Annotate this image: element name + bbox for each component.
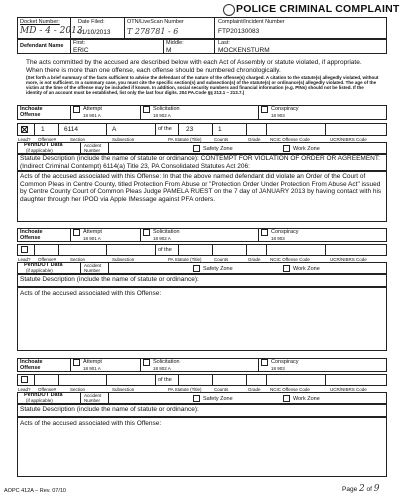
page-number (342, 486, 380, 494)
safety-zone-checkbox[interactable] (193, 145, 200, 152)
date-filed-label: Date Filed: (78, 19, 105, 25)
accident-label: Accident (84, 263, 102, 268)
inchoate-label: Inchoate (20, 229, 43, 235)
solicitation-cite: 18 902 A (153, 366, 171, 371)
solicitation-checkbox[interactable] (143, 229, 150, 236)
complaint-number: FTP20130083 (218, 28, 260, 35)
lead-checkbox[interactable] (21, 376, 28, 383)
offense-label: Offense (20, 112, 41, 118)
offense-col-label: Offense# (38, 257, 57, 262)
page-label: Page (342, 486, 358, 493)
ncic-col-label: NCIC Offense Code (270, 137, 310, 142)
if-applicable-label: (if applicable) (26, 398, 53, 403)
work-zone-label: Work Zone (293, 146, 320, 152)
solicitation-cite: 18 902 A (153, 113, 171, 118)
grade-col-label: Grade (248, 387, 261, 392)
acts-desc-label: Acts of the accused associated with this Offense: (20, 290, 162, 297)
if-applicable-label: (if applicable) (26, 268, 53, 273)
conspiracy-cite: 18 903 (271, 236, 285, 241)
conspiracy-checkbox[interactable] (261, 359, 268, 366)
lead-col-label: Lead? (18, 137, 31, 142)
accident-label: Accident (84, 143, 102, 148)
ncic-col-label: NCIC Offense Code (270, 387, 310, 392)
subsection-value: A (112, 126, 117, 133)
lead-checkbox[interactable] (21, 246, 28, 253)
attempt-label: Attempt (83, 229, 102, 235)
number-label: Number (84, 148, 101, 153)
first-label: First: (73, 40, 86, 46)
complaint-label: Complaint/Incident Number (218, 19, 285, 25)
counts-col-label: Counts (214, 257, 229, 262)
statute-desc-label: Statute Description (include the name of statute or ordinance): (20, 406, 199, 413)
lead-col-label: Lead? (18, 387, 31, 392)
page-total: 9 (373, 484, 380, 494)
inchoate-label: Inchoate (20, 359, 43, 365)
section-col-label: Section (70, 387, 86, 392)
acts-description: Acts of the accused associated with this Offense: In that the above named defendant did violate an Order of the Court of Common Pleas in Centre County, titled Protection From Abuse or "Protection Order Under Protection From Abuse Act" issued by Centre County Court of Common Pleas Judge PAMELA RUEST on the 7 day of JANUARY 2013 by having contact with his daughter through her IPOD via Apple IMessage against PFA orders. (20, 173, 382, 203)
lead-checkbox[interactable] (21, 126, 28, 133)
solicitation-checkbox[interactable] (143, 106, 150, 113)
docket-number: MD - 4 - 2013 (20, 26, 83, 36)
counts-col-label: Counts (214, 387, 229, 392)
otn-number: T 278781 - 6 (127, 27, 179, 36)
conspiracy-cite: 18 903 (271, 113, 285, 118)
subsection-col-label: Subsection (112, 387, 135, 392)
ucr-col-label: UCR/NIBRS Code (330, 387, 367, 392)
number-label: Number (84, 398, 101, 403)
statute-desc-label: Statute Description (include the name of statute or ordinance): (20, 276, 199, 283)
penndot-label: PennDOT Data (24, 262, 63, 268)
offense-col-label: Offense# (38, 387, 57, 392)
safety-zone-label: Safety Zone (203, 396, 233, 402)
instructions-fine-print: (Set forth a brief summary of the facts sufficient to advise the defendant of the nature of the offense(s) charged. A citation to the statute(s) allegedly violated, without more, is not sufficient. In a summary case, you must cite the specific section(s) and subsection(s) of the statute(s) or ordinance(s) allegedly violated. The age of the victim at the time of the offense may be included if known. In addition, social security numbers and financial information (e.g. PINs) should not be listed. If the identity of an account must be established, list only the last four digits. 204 PA.Code §§ 213.1 – 213.7.) (26, 75, 379, 95)
solicitation-label: Solicitation (153, 229, 180, 235)
attempt-checkbox[interactable] (73, 229, 80, 236)
solicitation-cite: 18 902 A (153, 236, 171, 241)
ucr-col-label: UCR/NIBRS Code (330, 137, 367, 142)
pa-statute-col-label: PA Statute (Title) (168, 387, 202, 392)
date-filed: 01/10/2013 (78, 29, 111, 36)
instructions-main: The acts committed by the accused are described below with each Act of Assembly or statute violated, if appropriate. When there is more than one offense, each offense should be numbered chronologically. (26, 59, 362, 74)
statute-description (20, 155, 382, 170)
accident-label: Accident (84, 393, 102, 398)
solicitation-label: Solicitation (153, 106, 180, 112)
lead-col-label: Lead? (18, 257, 31, 262)
penndot-label: PennDOT Data (24, 142, 63, 148)
conspiracy-label: Conspiracy (271, 106, 299, 112)
conspiracy-label: Conspiracy (271, 229, 299, 235)
pa-statute-col-label: PA Statute (Title) (168, 257, 202, 262)
offense-label: Offense (20, 365, 41, 371)
seal-icon (223, 4, 235, 16)
title-value: 23 (186, 126, 194, 133)
section-col-label: Section (70, 137, 86, 142)
safety-zone-checkbox[interactable] (193, 265, 200, 272)
attempt-checkbox[interactable] (73, 106, 80, 113)
conspiracy-label: Conspiracy (271, 359, 299, 365)
solicitation-label: Solicitation (153, 359, 180, 365)
grade-col-label: Grade (248, 257, 261, 262)
docket-label: Docket Number: (20, 19, 60, 25)
of-the-label: of the (158, 377, 172, 383)
offense-number: 1 (41, 126, 45, 133)
pa-statute-col-label: PA Statute (Title) (168, 137, 202, 142)
work-zone-label: Work Zone (293, 266, 320, 272)
of-the-label: of the (158, 247, 172, 253)
last-name: MOCKENSTURM (218, 47, 270, 54)
page-of-label: of (366, 486, 372, 493)
attempt-cite: 18 901 A (83, 113, 101, 118)
attempt-label: Attempt (83, 106, 102, 112)
number-label: Number (84, 268, 101, 273)
work-zone-checkbox[interactable] (283, 265, 290, 272)
statute-desc-text: CONTEMPT FOR VIOLATION OF ORDER OR AGREEMENT: (Indirect Criminal Contempt) 6114(a) Title 23, PA Consolidated Statutes Act 206: (20, 155, 380, 170)
safety-zone-label: Safety Zone (203, 146, 233, 152)
work-zone-checkbox[interactable] (283, 395, 290, 402)
subsection-col-label: Subsection (112, 257, 135, 262)
attempt-cite: 18 901 A (83, 366, 101, 371)
penndot-label: PennDOT Data (24, 392, 63, 398)
attempt-checkbox[interactable] (73, 359, 80, 366)
grade-col-label: Grade (248, 137, 261, 142)
conspiracy-cite: 18 903 (271, 366, 285, 371)
acts-desc-label: Acts of the accused associated with this Offense: (20, 420, 162, 427)
safety-zone-label: Safety Zone (203, 266, 233, 272)
first-name: ERIC (73, 47, 89, 54)
offense-col-label: Offense# (38, 137, 57, 142)
section-col-label: Section (70, 257, 86, 262)
inchoate-label: Inchoate (20, 106, 43, 112)
of-the-label: of the (158, 126, 172, 132)
if-applicable-label: (if applicable) (26, 148, 53, 153)
statute-desc-label: Statute Description (include the name of statute or ordinance): (20, 155, 199, 162)
conspiracy-checkbox[interactable] (261, 106, 268, 113)
solicitation-checkbox[interactable] (143, 359, 150, 366)
middle-label: Middle: (166, 40, 184, 46)
middle-initial: M (166, 47, 172, 54)
page-current: 2 (359, 484, 365, 494)
subsection-col-label: Subsection (112, 137, 135, 142)
conspiracy-checkbox[interactable] (261, 229, 268, 236)
ucr-col-label: UCR/NIBRS Code (330, 257, 367, 262)
work-zone-label: Work Zone (293, 396, 320, 402)
ncic-col-label: NCIC Offense Code (270, 257, 310, 262)
form-id: AOPC 412A – Rev. 07/10 (4, 488, 66, 494)
section-value: 6114 (64, 126, 78, 133)
attempt-cite: 18 901 A (83, 236, 101, 241)
counts-value: 1 (218, 126, 222, 133)
counts-col-label: Counts (214, 137, 229, 142)
page-title: POLICE CRIMINAL COMPLAINT (236, 3, 400, 15)
offense-label: Offense (20, 235, 41, 241)
safety-zone-checkbox[interactable] (193, 395, 200, 402)
defendant-label: Defendant Name (20, 43, 64, 49)
work-zone-checkbox[interactable] (283, 145, 290, 152)
attempt-label: Attempt (83, 359, 102, 365)
otn-label: OTN/LiveScan Number (127, 19, 184, 25)
last-label: Last: (218, 40, 230, 46)
